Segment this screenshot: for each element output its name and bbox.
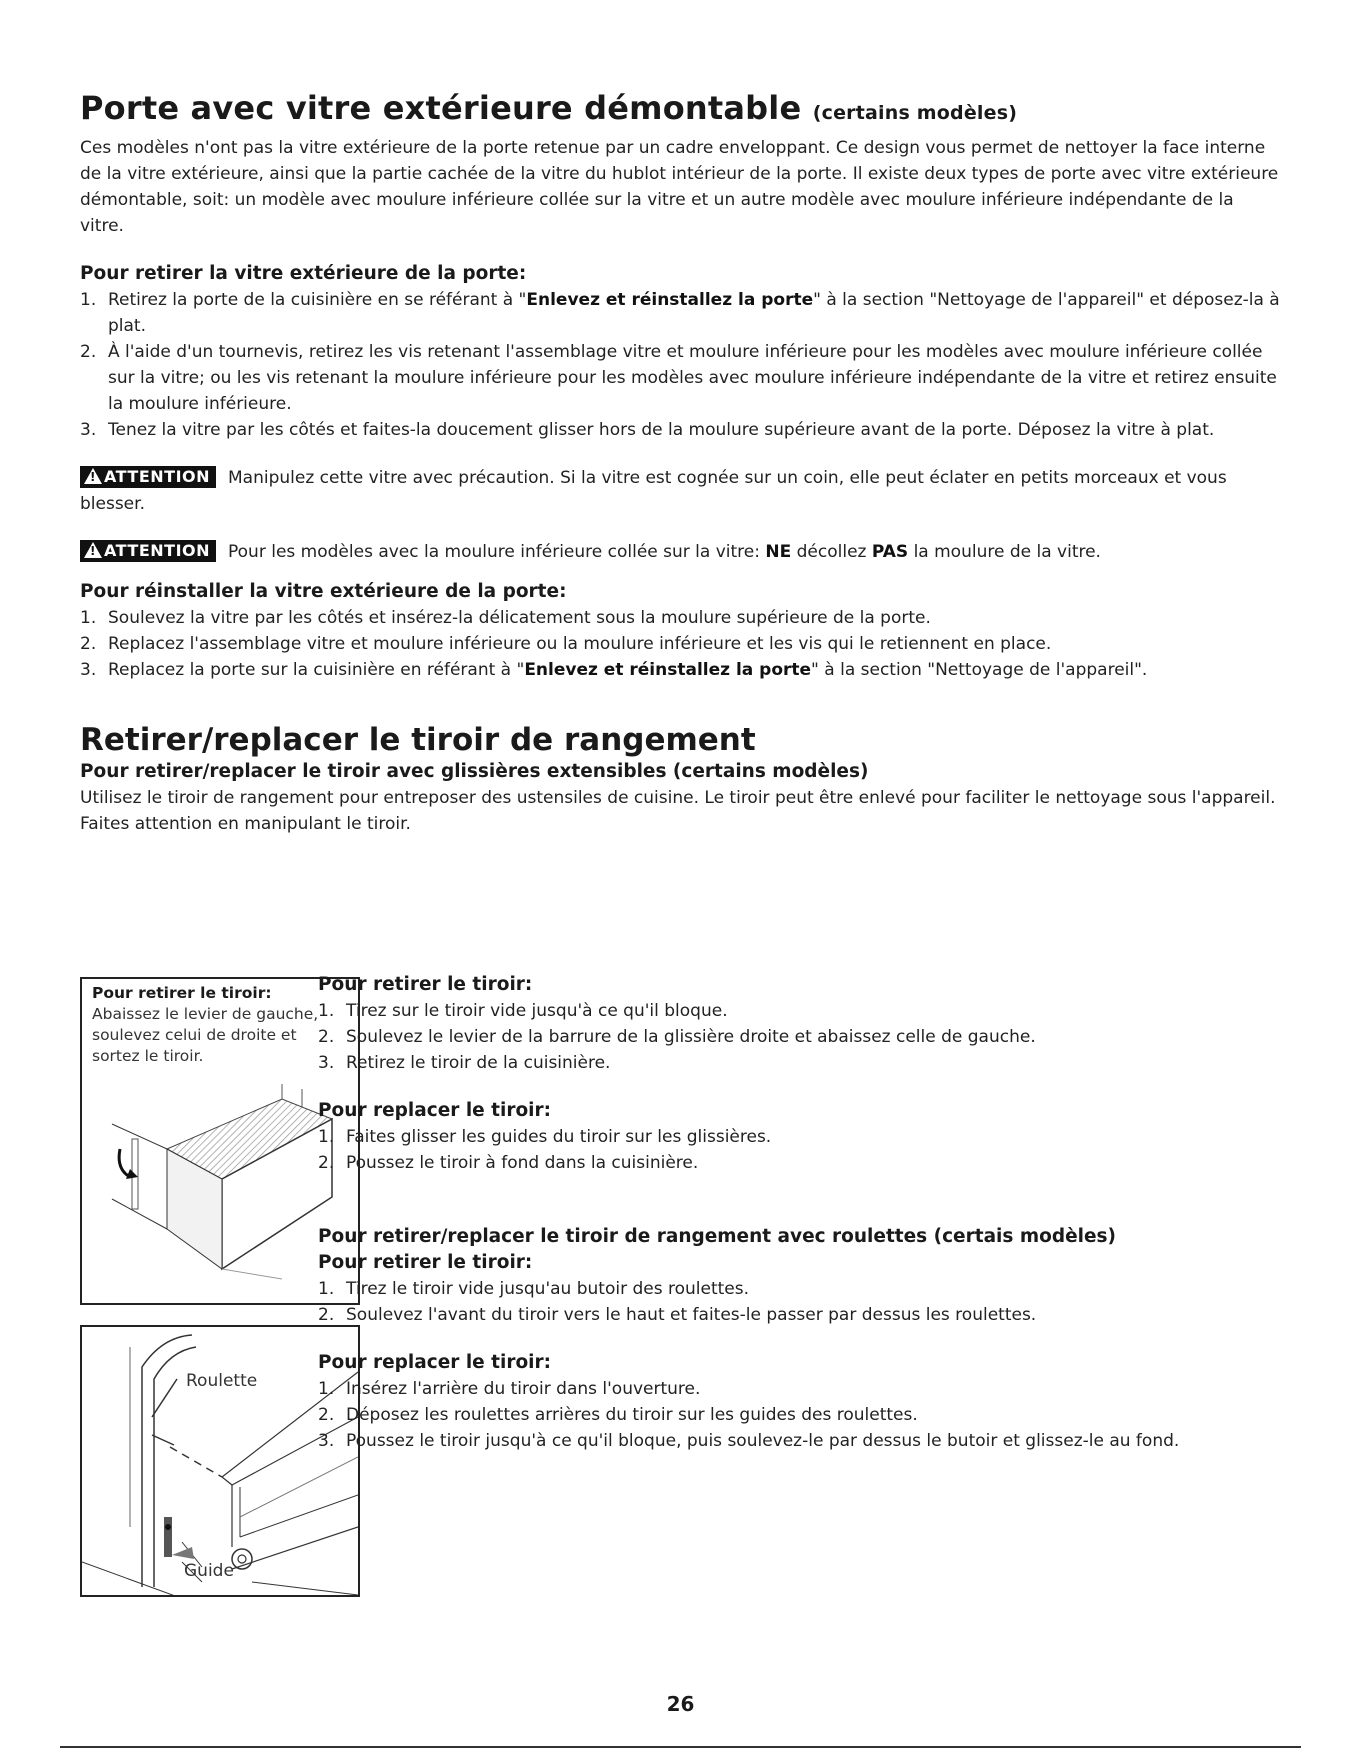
warning-triangle-icon bbox=[84, 468, 102, 484]
section2-subtitle: Pour retirer/replacer le tiroir avec glissières extensibles (certains modèles) bbox=[80, 761, 869, 782]
list-item: 1. Soulevez la vitre par les côtés et insérez-la délicatement sous la moulure supérieure de la porte. bbox=[80, 608, 931, 628]
drawer-illustration bbox=[82, 1079, 358, 1299]
section1-title-text: Porte avec vitre extérieure démontable bbox=[80, 89, 802, 127]
list-item: 3. Tenez la vitre par les côtés et faites-la doucement glisser hors de la moulure supérieure avant de la porte. Déposez la vitre à plat. bbox=[80, 420, 1215, 440]
remove-glass-steps bbox=[80, 287, 1280, 443]
attention-badge: !ATTENTION bbox=[80, 540, 216, 562]
page-content bbox=[80, 88, 1280, 837]
list-item: 2. Soulevez le levier de la barrure de la glissière droite et abaissez celle de gauche. bbox=[318, 1027, 1036, 1047]
list-item: 1. Insérez l'arrière du tiroir dans l'ouverture. bbox=[318, 1379, 701, 1399]
wheels-remove-heading: Pour retirer le tiroir: bbox=[318, 1252, 533, 1273]
figure-caption-line: Abaissez le levier de gauche, bbox=[92, 1005, 319, 1023]
list-item: 1. Tirez sur le tiroir vide jusqu'à ce qu'il bloque. bbox=[318, 1001, 728, 1021]
list-item: 2. Poussez le tiroir à fond dans la cuisinière. bbox=[318, 1153, 699, 1173]
roulette-label: Roulette bbox=[186, 1371, 258, 1391]
replace-drawer-heading: Pour replacer le tiroir: bbox=[318, 1100, 552, 1121]
section2-title: Retirer/replacer le tiroir de rangement bbox=[80, 722, 756, 758]
reinstall-glass-steps bbox=[80, 605, 1280, 683]
list-item: 3. Retirez le tiroir de la cuisinière. bbox=[318, 1053, 611, 1073]
replace-drawer-steps bbox=[318, 1124, 1198, 1176]
footer-divider bbox=[60, 1746, 1301, 1748]
warning-triangle-icon bbox=[84, 542, 102, 558]
figure-caption-line: sortez le tiroir. bbox=[92, 1047, 204, 1065]
list-item: 2. Soulevez l'avant du tiroir vers le haut et faites-le passer par dessus les roulettes. bbox=[318, 1305, 1037, 1325]
list-item: 2. Replacez l'assemblage vitre et moulure inférieure ou la moulure inférieure et les vis qui le retiennent en place. bbox=[80, 634, 1052, 654]
attention-badge: !ATTENTION bbox=[80, 466, 216, 488]
figure-caption-title: Pour retirer le tiroir: bbox=[92, 984, 272, 1002]
list-item: 3. Replacez la porte sur la cuisinière en référant à "Enlevez et réinstallez la porte" à la section "Nettoyage de l'appareil". bbox=[80, 660, 1148, 680]
wheels-replace-steps bbox=[318, 1376, 1198, 1454]
remove-drawer-steps bbox=[318, 998, 1198, 1076]
section1-title-suffix: (certains modèles) bbox=[812, 102, 1018, 124]
list-item: 2. À l'aide d'un tournevis, retirez les vis retenant l'assemblage vitre et moulure inférieure pour les modèles avec moulure inférieure collée sur la vitre; ou les vis retenant la moulure inférieure pour les modèles avec moulure inférieure indépendante de la vitre et retirez ensuite la moulure inférieure. bbox=[80, 342, 1277, 414]
section1-title bbox=[80, 88, 1280, 133]
reinstall-glass-heading: Pour réinstaller la vitre extérieure de la porte: bbox=[80, 581, 567, 602]
wheel-illustration bbox=[82, 1327, 358, 1595]
section2-intro: Utilisez le tiroir de rangement pour entreposer des ustensiles de cuisine. Le tiroir peut être enlevé pour faciliter le nettoyage sous l'appareil. Faites attention en manipulant le tiroir. bbox=[80, 788, 1276, 834]
page-number: 26 bbox=[666, 1692, 695, 1716]
list-item: 3. Poussez le tiroir jusqu'à ce qu'il bloque, puis soulevez-le par dessus le butoir et glissez-le au fond. bbox=[318, 1431, 1180, 1451]
wheels-remove-steps bbox=[318, 1276, 1198, 1328]
list-item: 1. Faites glisser les guides du tiroir sur les glissières. bbox=[318, 1127, 772, 1147]
drawer-instructions bbox=[318, 972, 1198, 1454]
guide-label: Guide bbox=[184, 1561, 234, 1581]
list-item: 1. Tirez le tiroir vide jusqu'au butoir des roulettes. bbox=[318, 1279, 750, 1299]
attention-note-1: !ATTENTION Manipulez cette vitre avec précaution. Si la vitre est cognée sur un coin, elle peut éclater en petits morceaux et vous blesser. bbox=[80, 465, 1280, 517]
remove-glass-heading: Pour retirer la vitre extérieure de la porte: bbox=[80, 263, 527, 284]
section1-intro: Ces modèles n'ont pas la vitre extérieure de la porte retenue par un cadre enveloppant. Ce design vous permet de nettoyer la face interne de la vitre extérieure, ainsi que la partie cachée de la vitre du hublot intérieur de la porte. Il existe deux types de porte avec vitre extérieure démontable, soit: un modèle avec moulure inférieure collée sur la vitre et un autre modèle avec moulure inférieure indépendante de la vitre. bbox=[80, 138, 1279, 236]
list-item: 1. Retirez la porte de la cuisinière en se référant à "Enlevez et réinstallez la porte" à la section "Nettoyage de l'appareil" et déposez-la à plat. bbox=[80, 290, 1280, 336]
figure-caption-line: soulevez celui de droite et bbox=[92, 1026, 297, 1044]
wheels-replace-heading: Pour replacer le tiroir: bbox=[318, 1352, 552, 1373]
list-item: 2. Déposez les roulettes arrières du tiroir sur les guides des roulettes. bbox=[318, 1405, 918, 1425]
wheels-drawer-heading: Pour retirer/replacer le tiroir de rangement avec roulettes (certais modèles) bbox=[318, 1226, 1116, 1247]
attention-note-2: !ATTENTION Pour les modèles avec la moulure inférieure collée sur la vitre: NE décollez PAS la moulure de la vitre. bbox=[80, 539, 1280, 565]
remove-drawer-heading: Pour retirer le tiroir: bbox=[318, 974, 533, 995]
